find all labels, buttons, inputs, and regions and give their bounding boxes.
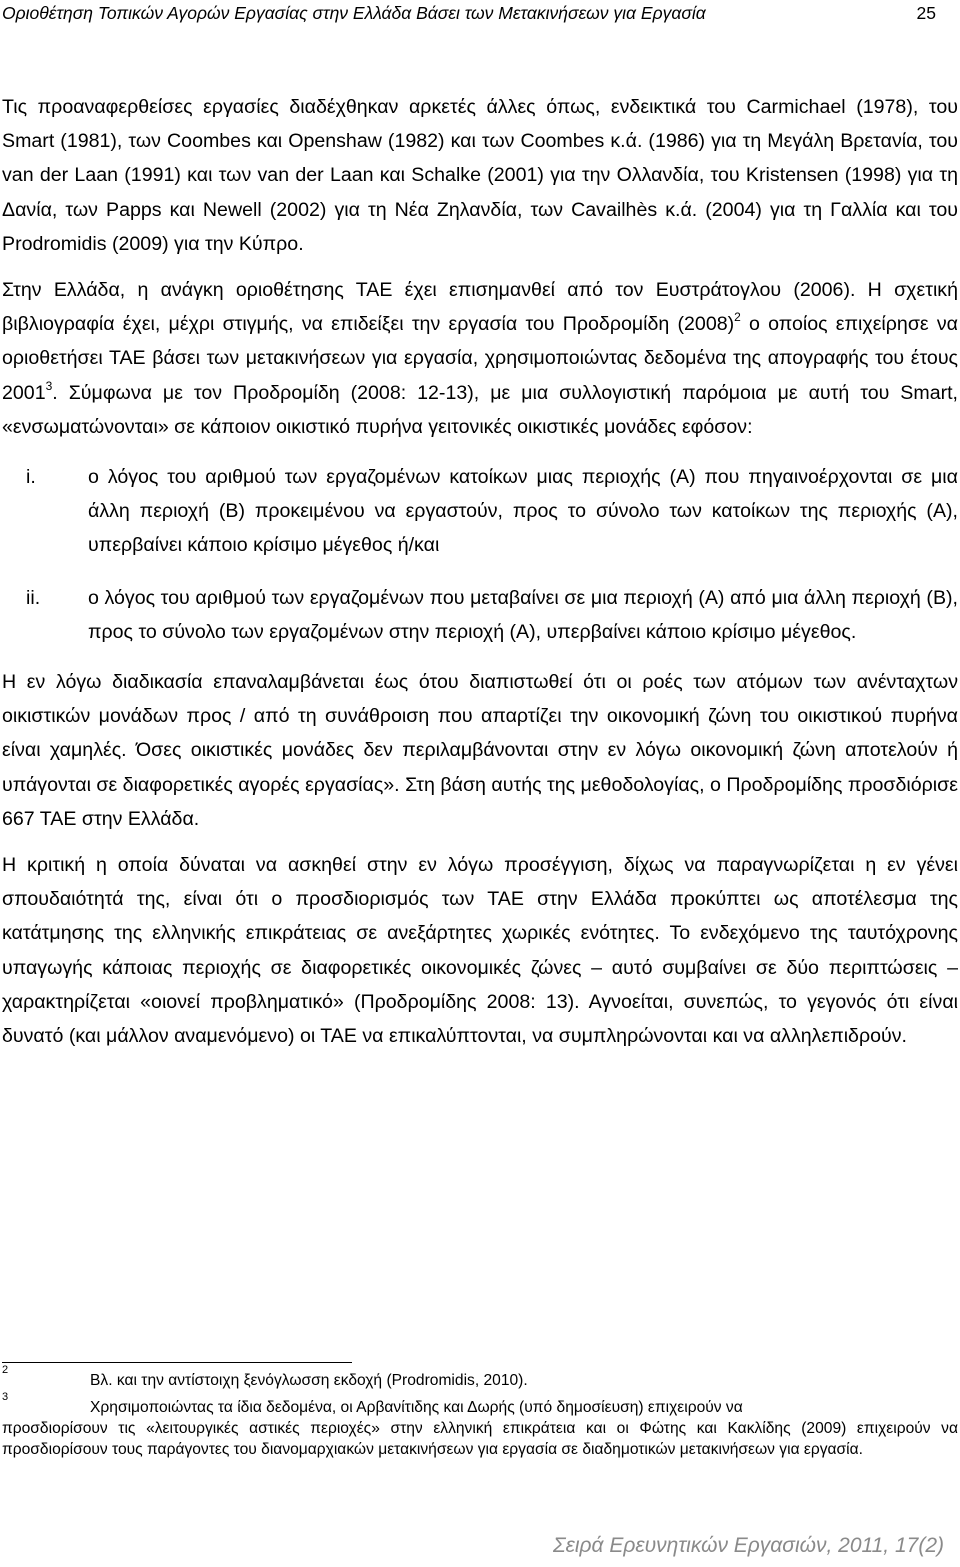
list-item	[2, 581, 958, 649]
footnote-ref-3[interactable]: 3	[45, 378, 53, 393]
paragraph-1: Τις προαναφερθείσες εργασίες διαδέχθηκαν αρκετές άλλες όπως, ενδεικτικά του Carmichael (1978), του Smart (1981), των Coombes και Openshaw (1982) και των Coombes κ.ά. (1986) για τη Μεγάλη Βρετανία, του van der Laan (1991) και των van der Laan και Schalke (2001) για την Ολλανδία, του Kristensen (1998) για τη Δανία, των Papps και Newell (2002) για τη Νέα Ζηλανδία, των Cavailhès κ.ά. (2004) για τη Γαλλία και του Prodromidis (2009) για την Κύπρο.	[2, 96, 958, 255]
footnote-number: 2	[2, 1364, 9, 1376]
page-number: 25	[916, 3, 936, 23]
paragraph-2-part-c: . Σύμφωνα με τον Προδρομίδη (2008: 12-13), με μια συλλογιστική παρόμοια με αυτή του Smart, «ενσωματώνονται» σε κάποιον οικιστικό πυρήνα γειτονικές οικιστικές μονάδες εφόσον:	[2, 381, 958, 438]
main-text	[2, 90, 958, 1053]
paragraph-3: Η εν λόγω διαδικασία επαναλαμβάνεται έως ότου διαπιστωθεί ότι οι ροές των ατόμων των ανένταχτων οικιστικών μονάδων προς / από τη συνάθροιση που απαρτίζει την οικονομική ζώνη του οικιστικού πυρήνα είναι χαμηλές. Όσες οικιστικές μονάδες δεν περιλαμβάνονται στην εν λόγω οικονομική ζώνη αποτελούν ή υπάγονται σε διαφορετικές αγορές εργασίας». Στη βάση αυτής της μεθοδολογίας, ο Προδρομίδης προσδιόρισε 667 ΤΑΕ στην Ελλάδα.	[2, 671, 958, 830]
footnote	[2, 1364, 958, 1391]
list-item	[2, 460, 958, 563]
footnote-text: Βλ. και την αντίστοιχη ξενόγλωσση εκδοχή (Prodromidis, 2010).	[90, 1372, 528, 1389]
paragraph-2-part-b: ο οποίος επιχείρησε να οριοθετήσει ΤΑΕ βάσει των μετακινήσεων για εργασία, χρησιμοποιώντας δεδομένα της απογραφής του έτους 2001	[2, 313, 958, 404]
list-item-text: ο λόγος του αριθμού των εργαζομένων που μεταβαίνει σε μια περιοχή (Α) από μια άλλη περιοχή (Β), προς το σύνολο των εργαζομένων στην περιοχή (Α), υπερβαίνει κάποιο κρίσιμο μέγεθος.	[88, 586, 958, 643]
footnote-separator	[2, 1362, 352, 1363]
footnote-text-first-line: Χρησιμοποιώντας τα ίδια δεδομένα, οι Αρβανίτιδης και Δωρής (υπό δημοσίευση) επιχειρούν να	[90, 1399, 743, 1416]
list-marker: i.	[26, 466, 36, 489]
footnote-number: 3	[2, 1391, 9, 1403]
header-title: Οριοθέτηση Τοπικών Αγορών Εργασίας στην Ελλάδα Βάσει των Μετακινήσεων για Εργασία	[2, 3, 706, 23]
paragraph-2	[2, 273, 958, 444]
footnote-ref-2[interactable]: 2	[734, 310, 741, 325]
list-marker: ii.	[26, 586, 41, 609]
series-footer: Σειρά Ερευνητικών Εργασιών, 2011, 17(2)	[553, 1534, 944, 1557]
criteria-list	[2, 460, 958, 649]
list-item-text: ο λόγος του αριθμού των εργαζομένων κατοίκων μιας περιοχής (Α) που πηγαινοέρχονται σε μια άλλη περιοχή (Β) προκειμένου να εργαστούν, προς το σύνολο των κατοίκων της περιοχής (Α), υπερβαίνει κάποιο κρίσιμο μέγεθος ή/και	[88, 466, 958, 557]
footnote-text-continued: προσδιορίσουν τις «λειτουργικές αστικές περιοχές» στην ελληνική επικράτεια και οι Φώτης και Κακλίδης (2009) επιχειρούν να προσδιορίσουν τους παράγοντες του διανομαρχιακών μετακινήσεων για εργασία σε διαδημοτικών μετακινήσεων για εργασία.	[2, 1420, 958, 1458]
running-header	[0, 0, 952, 30]
footnotes	[2, 1364, 958, 1460]
footnote	[2, 1391, 958, 1460]
paragraph-4: Η κριτική η οποία δύναται να ασκηθεί στην εν λόγω προσέγγιση, δίχως να παραγνωρίζεται η εν γένει σπουδαιότητά της, είναι ότι ο προσδιορισμός των ΤΑΕ στην Ελλάδα προκύπτει ως αποτέλεσμα της κατάτμησης της ελληνικής επικράτειας σε ανεξάρτητες χωρικές ενότητες. Το ενδεχόμενο της ταυτόχρονης υπαγωγής κάποιας περιοχής σε διαφορετικές οικονομικές ζώνες – αυτό συμβαίνει σε δύο περιπτώσεις – χαρακτηρίζεται «οιονεί προβληματικό» (Προδρομίδης 2008: 13). Αγνοείται, συνεπώς, το γεγονός ότι είναι δυνατό (και μάλλον αναμενόμενο) οι ΤΑΕ να επικαλύπτονται, να συμπληρώνονται και να αλληλεπιδρούν.	[2, 854, 958, 1048]
paragraph-2-part-a: Στην Ελλάδα, η ανάγκη οριοθέτησης ΤΑΕ έχει επισημανθεί από τον Ευστράτογλου (2006). Η σχετική βιβλιογραφία έχει, μέχρι στιγμής, να επιδείξει την εργασία του Προδρομίδη (2008)	[2, 279, 958, 336]
